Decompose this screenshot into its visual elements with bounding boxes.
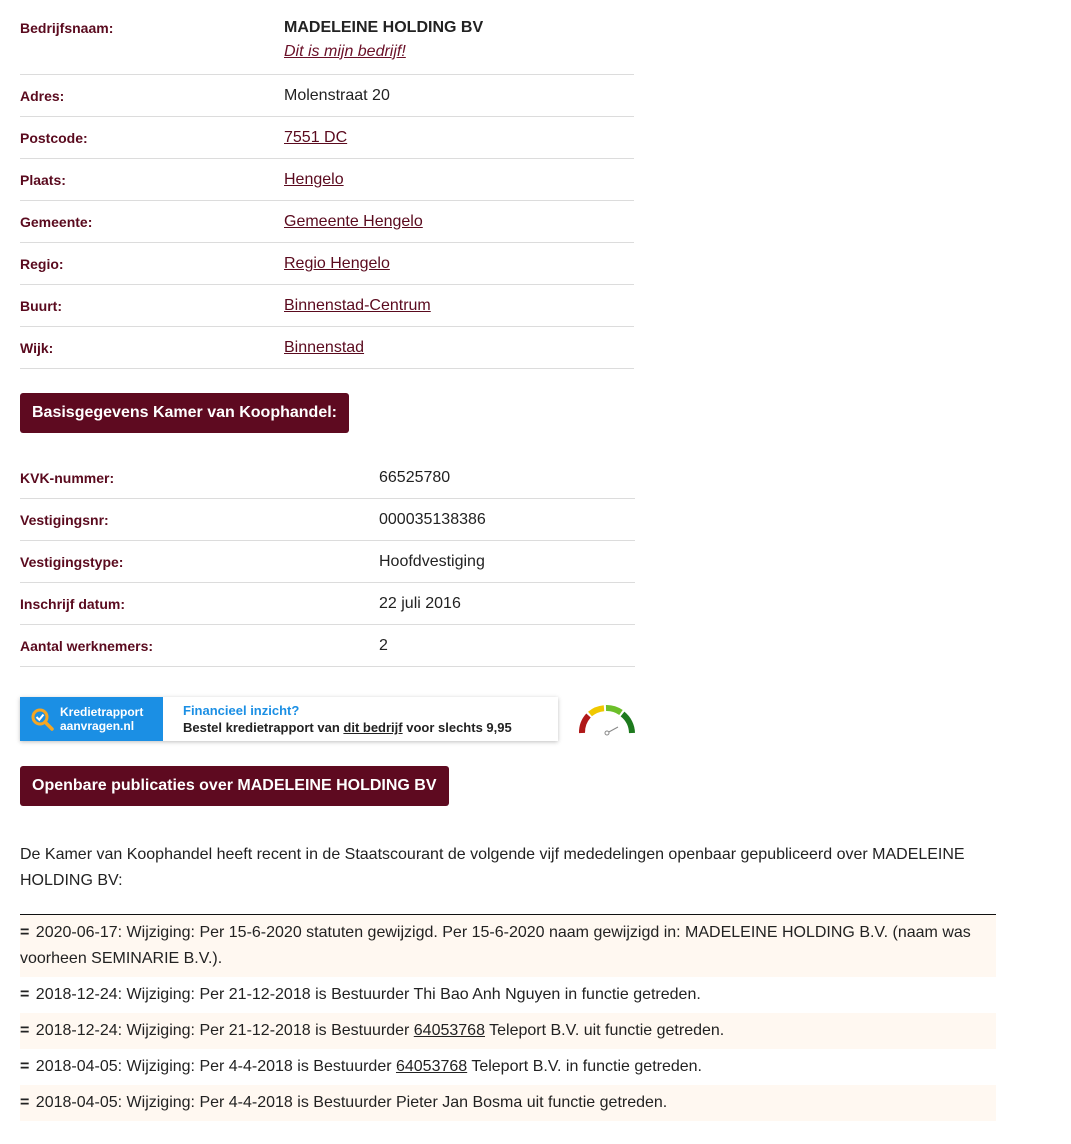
company-profile	[20, 0, 1070, 1121]
publication-text-after: Teleport B.V. in functie getreden.	[467, 1058, 702, 1075]
region-link[interactable]: Regio Hengelo	[284, 254, 390, 272]
postcode-label: Postcode:	[20, 129, 88, 146]
credit-report-banner	[20, 697, 1070, 741]
company-info-table	[20, 0, 634, 369]
publications-intro: De Kamer van Koophandel heeft recent in de Staatscourant de volgende vijf mededelingen openbaar gepubliceerd over MADELEINE HOLDING BV:	[20, 846, 965, 889]
branch-type-value: Hoofdvestiging	[379, 552, 485, 570]
logo-line-1: Kredietrapport	[60, 705, 144, 719]
publication-text-after: Teleport B.V. uit functie getreden.	[484, 1022, 725, 1039]
neighborhood-label: Buurt:	[20, 297, 62, 314]
publications-list	[20, 914, 996, 1121]
credit-report-title: Financieel inzicht?	[183, 703, 300, 718]
district-row	[20, 327, 634, 369]
gauge-segment-yellow	[590, 708, 604, 714]
subtitle-after: voor slechts 9,95	[402, 720, 512, 735]
this-company-link[interactable]: dit bedrijf	[343, 720, 403, 735]
magnifier-check-icon	[30, 707, 54, 731]
publication-item	[20, 915, 996, 977]
branch-type-row	[20, 541, 635, 583]
city-label: Plaats:	[20, 171, 66, 188]
publication-item	[20, 1049, 996, 1085]
publications-section-header: Openbare publicaties over MADELEINE HOLDING BV	[20, 766, 449, 806]
employees-value: 2	[379, 636, 388, 654]
gauge-segment-darkgreen	[623, 714, 633, 733]
region-row	[20, 243, 634, 285]
publication-item	[20, 1013, 996, 1049]
branch-type-label: Vestigingstype:	[20, 553, 124, 570]
branch-number-label: Vestigingsnr:	[20, 511, 109, 528]
credit-report-logo-text	[60, 705, 143, 733]
credit-report-text	[163, 697, 512, 741]
address-row	[20, 75, 634, 117]
kvk-section-header: Basisgegevens Kamer van Koophandel:	[20, 393, 349, 433]
city-link[interactable]: Hengelo	[284, 170, 344, 188]
gauge-segment-red	[582, 716, 589, 734]
credit-report-ad[interactable]	[20, 697, 558, 741]
neighborhood-link[interactable]: Binnenstad-Centrum	[284, 296, 431, 314]
equals-icon: =	[20, 1094, 30, 1111]
publication-text: 2018-04-05: Wijziging: Per 4-4-2018 is Bestuurder	[35, 1058, 396, 1075]
gauge-hub	[605, 731, 609, 735]
equals-icon: =	[20, 924, 30, 941]
address-value: Molenstraat 20	[284, 86, 390, 104]
equals-icon: =	[20, 1022, 30, 1039]
logo-line-2: aanvragen.nl	[60, 719, 135, 733]
postcode-row	[20, 117, 634, 159]
credit-report-subtitle	[183, 720, 512, 735]
publication-item	[20, 977, 996, 1013]
branch-number-row	[20, 499, 635, 541]
kvk-number-link[interactable]: 64053768	[395, 1058, 468, 1075]
registration-date-label: Inschrijf datum:	[20, 595, 126, 612]
registration-date-row	[20, 583, 635, 625]
claim-company-link[interactable]: Dit is mijn bedrijf!	[284, 43, 406, 60]
municipality-label: Gemeente:	[20, 213, 93, 230]
company-name: MADELEINE HOLDING BV	[284, 19, 484, 36]
company-name-row	[20, 0, 634, 75]
kvk-number-label: KVK-nummer:	[20, 469, 115, 486]
publication-item	[20, 1085, 996, 1121]
neighborhood-row	[20, 285, 634, 327]
address-label: Adres:	[20, 87, 65, 104]
municipality-row	[20, 201, 634, 243]
company-name-cell	[284, 0, 483, 61]
credit-report-logo	[20, 697, 163, 741]
postcode-link[interactable]: 7551 DC	[284, 128, 348, 146]
city-row	[20, 159, 634, 201]
kvk-info-table	[20, 457, 635, 667]
equals-icon: =	[20, 986, 30, 1003]
kvk-number-link[interactable]: 64053768	[413, 1022, 485, 1039]
gauge-segment-lightgreen	[606, 708, 621, 713]
employees-row	[20, 625, 635, 667]
employees-label: Aantal werknemers:	[20, 637, 154, 654]
district-link[interactable]: Binnenstad	[284, 338, 365, 356]
kvk-number-value: 66525780	[379, 468, 451, 486]
municipality-link[interactable]: Gemeente Hengelo	[284, 212, 423, 230]
equals-icon: =	[20, 1058, 30, 1075]
credit-gauge-icon	[578, 701, 636, 737]
publication-text: 2018-12-24: Wijziging: Per 21-12-2018 is Bestuurder	[35, 1022, 414, 1039]
subtitle-before: Bestel kredietrapport van	[183, 720, 344, 735]
kvk-number-row	[20, 457, 635, 499]
company-name-label: Bedrijfsnaam:	[20, 20, 114, 36]
district-label: Wijk:	[20, 339, 54, 356]
branch-number-value: 000035138386	[379, 510, 486, 528]
region-label: Regio:	[20, 255, 64, 272]
publication-text: 2018-12-24: Wijziging: Per 21-12-2018 is Bestuurder Thi Bao Anh Nguyen in functie getreden.	[35, 986, 701, 1003]
registration-date-value: 22 juli 2016	[379, 594, 461, 612]
publication-text: 2018-04-05: Wijziging: Per 4-4-2018 is Bestuurder Pieter Jan Bosma uit functie getreden.	[35, 1094, 668, 1111]
publication-text: 2020-06-17: Wijziging: Per 15-6-2020 statuten gewijzigd. Per 15-6-2020 naam gewijzigd in: MADELEINE HOLDING B.V. (naam was voorheen SEMINARIE B.V.).	[20, 924, 971, 967]
